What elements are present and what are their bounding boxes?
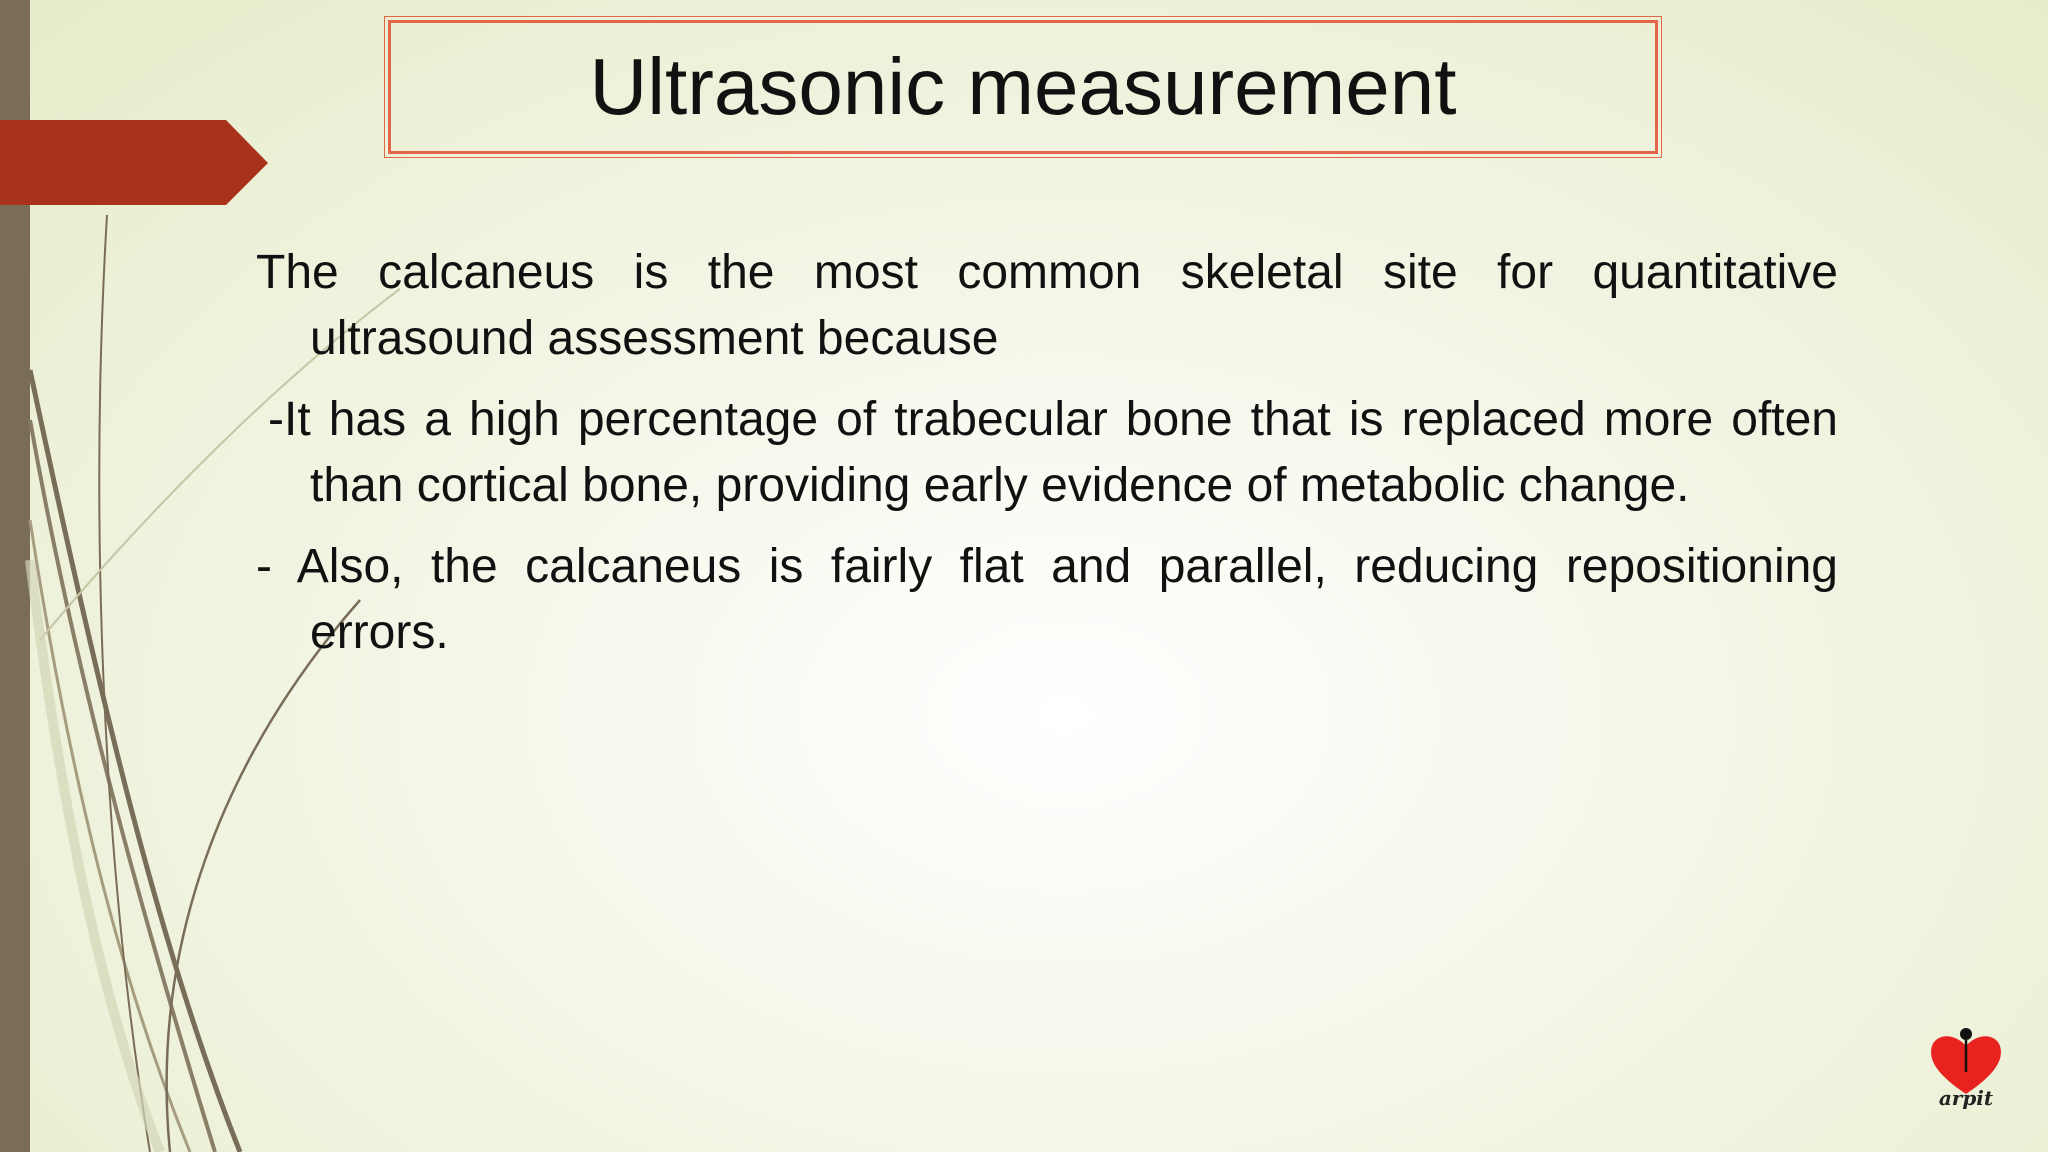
- body-paragraph: The calcaneus is the most common skeletal site for quantitative ultrasound assessment because: [256, 246, 1838, 365]
- body-paragraph: - Also, the calcaneus is fairly flat and parallel, reducing repositioning errors.: [256, 540, 1838, 659]
- logo-text: arpit: [1938, 1086, 1994, 1110]
- body-paragraph: -It has a high percentage of trabecular bone that is replaced more often than cortical bone, providing early evidence of metabolic change.: [268, 393, 1838, 512]
- arpit-logo: [1926, 1024, 2006, 1124]
- title-box: [388, 20, 1658, 154]
- slide-title: Ultrasonic measurement: [589, 42, 1457, 131]
- slide-body: [256, 240, 1838, 681]
- accent-arrow-tab: [0, 0, 280, 210]
